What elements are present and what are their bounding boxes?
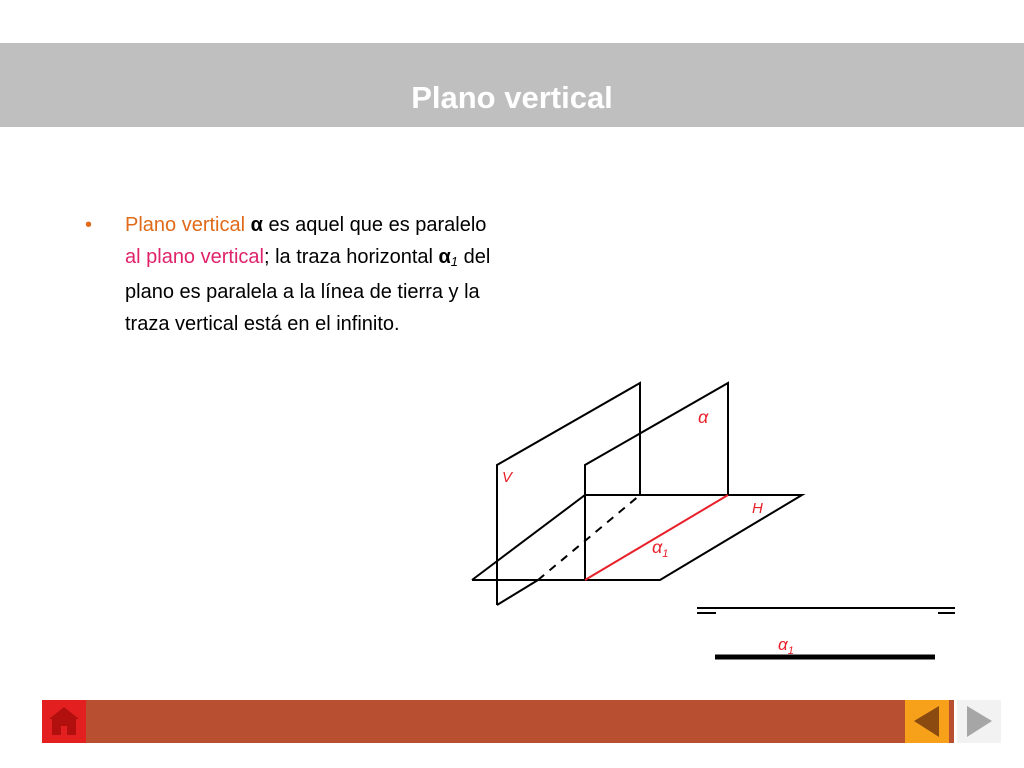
label-alpha1-projection: $\alpha_1$: [778, 635, 794, 657]
footer-bar: [42, 700, 954, 743]
label-alpha: α: [698, 407, 709, 427]
term-al-plano-vertical: al plano vertical: [125, 245, 264, 268]
next-slide-button[interactable]: [957, 700, 1001, 743]
bullet-marker: •: [85, 214, 93, 236]
home-button[interactable]: [42, 700, 86, 743]
text-segment-2: ; la traza horizontal: [263, 245, 439, 268]
symbol-alpha-1: α: [438, 245, 451, 268]
label-v: V: [502, 469, 513, 486]
label-alpha1: $\alpha_1$: [652, 537, 669, 560]
arrow-left-icon: [905, 700, 949, 743]
page-title: Plano vertical: [411, 80, 613, 115]
hidden-edge-v: [538, 495, 640, 580]
arrow-right-icon: [957, 700, 1001, 743]
home-icon: [42, 700, 86, 743]
text-segment-1: es aquel que es paralelo: [262, 214, 487, 236]
term-plano-vertical: Plano vertical: [125, 214, 246, 236]
label-h: H: [752, 500, 763, 517]
symbol-alpha: α: [250, 214, 263, 236]
subscript-1: 1: [450, 253, 459, 269]
previous-slide-button[interactable]: [905, 700, 949, 743]
vertical-plane-lower-edge: [497, 580, 538, 605]
text-segment-3: del plano es paralela a la línea de tierra y la traza vertical está en el infinito.: [125, 245, 491, 335]
